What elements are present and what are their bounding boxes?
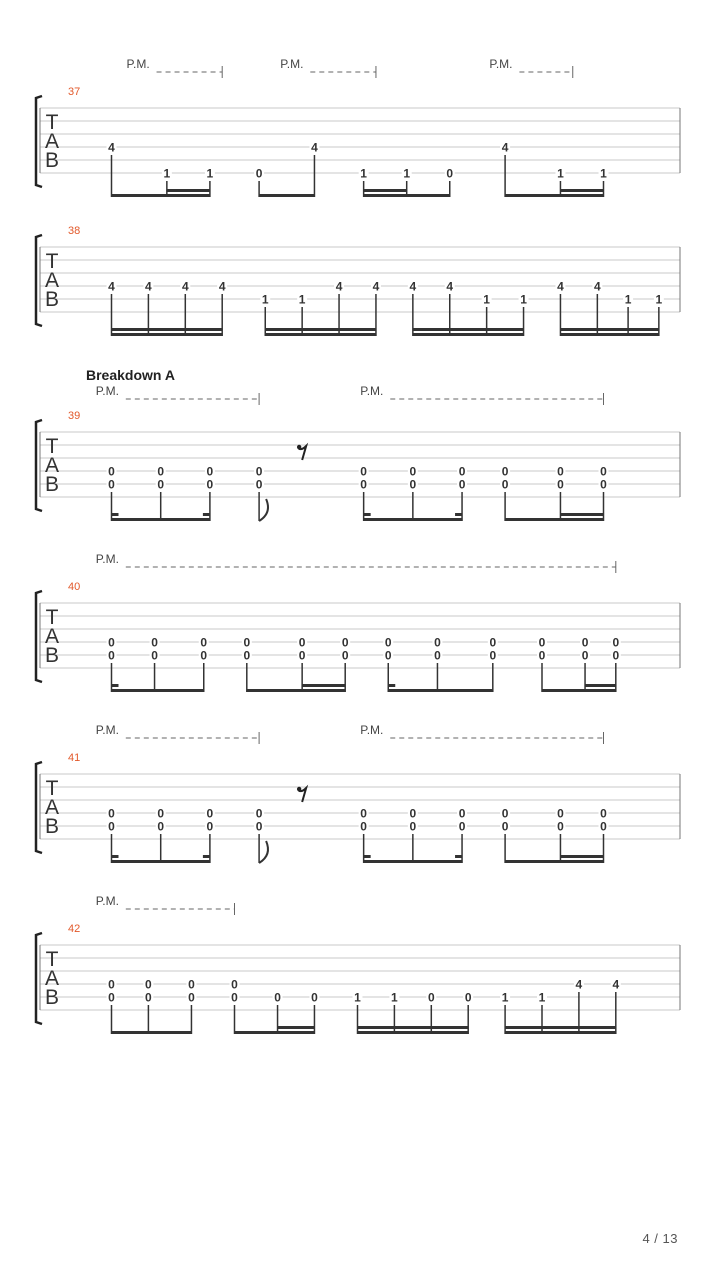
fret-number: 4	[557, 279, 564, 294]
beam	[112, 860, 210, 863]
fret-number: 0	[206, 477, 214, 492]
fret-number: 0	[151, 648, 158, 663]
fret-number: 0	[557, 477, 564, 492]
fret-number: 4	[594, 279, 601, 294]
beam-secondary	[302, 684, 345, 687]
fret-number: 0	[108, 990, 115, 1005]
beam-secondary	[505, 1026, 616, 1029]
fret-number: 0	[612, 648, 620, 663]
fret-number: 0	[206, 806, 214, 821]
beam	[358, 1031, 469, 1034]
beam-secondary	[560, 328, 658, 331]
fret-number: 1	[298, 292, 306, 307]
fret-number: 1	[261, 292, 269, 307]
fret-number: 0	[274, 990, 281, 1005]
fret-number: 0	[311, 990, 318, 1005]
fret-number: 0	[341, 648, 349, 663]
fret-number: 4	[335, 279, 343, 294]
tab-clef-letter: T	[45, 111, 59, 134]
fret-number: 4	[501, 140, 509, 155]
fret-number: 0	[409, 477, 417, 492]
tab-system-42	[36, 894, 680, 1034]
measure-number: 41	[68, 752, 81, 764]
fret-number: 0	[200, 635, 208, 650]
fret-number: 4	[108, 279, 115, 294]
beam	[112, 689, 204, 692]
fret-number: 0	[298, 635, 306, 650]
tab-system-40	[36, 552, 680, 692]
beam	[112, 194, 210, 197]
fret-number: 0	[538, 635, 546, 650]
fret-number: 1	[360, 166, 367, 181]
beam-secondary	[112, 855, 119, 858]
eighth-rest-dot	[297, 445, 301, 449]
beam-secondary	[265, 328, 376, 331]
fret-number: 0	[298, 648, 306, 663]
fret-number: 0	[145, 990, 152, 1005]
beam-secondary	[364, 855, 371, 858]
fret-number: 0	[384, 635, 392, 650]
fret-number: 0	[501, 806, 509, 821]
palm-mute-label: P.M.	[95, 723, 119, 737]
tab-system-41	[36, 723, 680, 863]
palm-mute-label: P.M.	[126, 57, 150, 71]
beam	[247, 689, 345, 692]
tab-clef-letter: B	[44, 644, 60, 667]
tab-clef-letter: T	[45, 948, 59, 971]
measure-number: 37	[68, 86, 81, 98]
fret-number: 1	[391, 990, 398, 1005]
beam	[505, 518, 603, 521]
fret-number: 0	[206, 464, 214, 479]
measure-number: 39	[68, 410, 81, 422]
beam	[388, 689, 493, 692]
fret-number: 0	[501, 477, 509, 492]
fret-number: 0	[409, 819, 417, 834]
beam-secondary	[203, 513, 210, 516]
fret-number: 4	[575, 977, 583, 992]
beam	[505, 194, 603, 197]
fret-number: 1	[624, 292, 632, 307]
beam-secondary	[364, 189, 407, 192]
beam	[364, 518, 462, 521]
beam	[505, 1031, 616, 1034]
beam	[112, 333, 223, 336]
fret-number: 4	[181, 279, 189, 294]
fret-number: 0	[581, 648, 589, 663]
fret-number: 1	[538, 990, 546, 1005]
fret-number: 0	[255, 819, 263, 834]
fret-number: 0	[108, 477, 115, 492]
fret-number: 0	[360, 819, 367, 834]
beam-secondary	[388, 684, 395, 687]
fret-number: 0	[360, 806, 367, 821]
beam-secondary	[112, 328, 223, 331]
fret-number: 0	[108, 464, 115, 479]
fret-number: 0	[255, 166, 263, 181]
tab-clef-letter: T	[45, 250, 59, 273]
palm-mute-label: P.M.	[95, 894, 119, 908]
fret-number: 4	[612, 977, 620, 992]
fret-number: 0	[151, 635, 158, 650]
beam	[364, 194, 450, 197]
beam	[235, 1031, 315, 1034]
fret-number: 0	[145, 977, 152, 992]
palm-mute-label: P.M.	[360, 723, 384, 737]
fret-number: 0	[255, 477, 263, 492]
beam-secondary	[364, 513, 371, 516]
tab-clef-letter: B	[44, 149, 60, 172]
fret-number: 0	[458, 477, 466, 492]
beam	[112, 518, 210, 521]
fret-number: 0	[243, 635, 251, 650]
fret-number: 0	[489, 648, 497, 663]
fret-number: 0	[458, 819, 466, 834]
beam	[112, 1031, 192, 1034]
fret-number: 0	[157, 464, 165, 479]
fret-number: 0	[600, 819, 607, 834]
beam-secondary	[278, 1026, 315, 1029]
note-flag	[259, 841, 268, 863]
fret-number: 1	[206, 166, 214, 181]
measure-number: 42	[68, 923, 81, 935]
fret-number: 0	[434, 635, 441, 650]
tab-clef-letter: A	[44, 269, 60, 292]
fret-number: 0	[108, 648, 115, 663]
beam	[259, 194, 314, 197]
note-flag	[259, 499, 268, 521]
fret-number: 0	[501, 464, 509, 479]
beam-secondary	[560, 855, 603, 858]
fret-number: 4	[409, 279, 417, 294]
palm-mute-label: P.M.	[95, 384, 119, 398]
beam-secondary	[358, 1026, 469, 1029]
fret-number: 0	[600, 806, 607, 821]
palm-mute-label: P.M.	[489, 57, 513, 71]
beam-secondary	[167, 189, 210, 192]
fret-number: 0	[108, 977, 115, 992]
fret-number: 0	[538, 648, 546, 663]
tab-clef-letter: B	[44, 815, 60, 838]
fret-number: 0	[188, 977, 195, 992]
fret-number: 0	[557, 806, 564, 821]
fret-number: 1	[483, 292, 490, 307]
fret-number: 1	[163, 166, 171, 181]
fret-number: 1	[403, 166, 411, 181]
fret-number: 0	[108, 819, 115, 834]
beam	[505, 860, 603, 863]
fret-number: 0	[231, 977, 238, 992]
fret-number: 1	[655, 292, 663, 307]
eighth-rest-dot	[297, 787, 301, 791]
fret-number: 4	[311, 140, 318, 155]
tab-clef-letter: A	[44, 796, 60, 819]
fret-number: 0	[409, 806, 417, 821]
fret-number: 0	[427, 990, 435, 1005]
beam-secondary	[455, 513, 462, 516]
beam	[364, 860, 462, 863]
fret-number: 0	[108, 806, 115, 821]
tab-clef-letter: T	[45, 606, 59, 629]
palm-mute-label: P.M.	[95, 552, 119, 566]
tab-system-38	[36, 225, 680, 336]
fret-number: 0	[409, 464, 417, 479]
fret-number: 0	[458, 806, 466, 821]
fret-number: 0	[360, 464, 367, 479]
tab-clef-letter: A	[44, 454, 60, 477]
fret-number: 1	[354, 990, 361, 1005]
beam-secondary	[560, 189, 603, 192]
tab-clef-letter: A	[44, 967, 60, 990]
fret-number: 0	[206, 819, 214, 834]
fret-number: 0	[108, 635, 115, 650]
tab-clef-letter: B	[44, 986, 60, 1009]
fret-number: 4	[108, 140, 115, 155]
fret-number: 0	[231, 990, 238, 1005]
fret-number: 0	[458, 464, 466, 479]
tab-system-37	[36, 57, 680, 197]
tab-clef-letter: B	[44, 288, 60, 311]
tab-clef-letter: B	[44, 473, 60, 496]
fret-number: 0	[188, 990, 195, 1005]
beam-secondary	[560, 513, 603, 516]
fret-number: 0	[612, 635, 620, 650]
fret-number: 0	[557, 464, 564, 479]
fret-number: 0	[600, 477, 607, 492]
fret-number: 4	[446, 279, 454, 294]
fret-number: 0	[341, 635, 349, 650]
fret-number: 0	[255, 806, 263, 821]
fret-number: 1	[557, 166, 564, 181]
fret-number: 4	[145, 279, 152, 294]
fret-number: 0	[384, 648, 392, 663]
palm-mute-label: P.M.	[280, 57, 304, 71]
palm-mute-label: P.M.	[360, 384, 384, 398]
fret-number: 0	[600, 464, 607, 479]
tab-clef-letter: A	[44, 625, 60, 648]
fret-number: 0	[157, 477, 165, 492]
fret-number: 0	[200, 648, 208, 663]
section-title: Breakdown A	[86, 367, 175, 383]
fret-number: 4	[218, 279, 226, 294]
tab-clef-letter: T	[45, 435, 59, 458]
fret-number: 0	[157, 819, 165, 834]
beam	[413, 333, 524, 336]
tab-clef-letter: T	[45, 777, 59, 800]
tab-system-39	[36, 367, 680, 521]
beam	[265, 333, 376, 336]
fret-number: 0	[255, 464, 263, 479]
tab-clef-letter: A	[44, 130, 60, 153]
measure-number: 40	[68, 581, 81, 593]
fret-number: 0	[464, 990, 472, 1005]
fret-number: 0	[446, 166, 454, 181]
beam-secondary	[112, 513, 119, 516]
beam-secondary	[413, 328, 524, 331]
fret-number: 4	[372, 279, 380, 294]
fret-number: 0	[557, 819, 564, 834]
beam-secondary	[112, 684, 119, 687]
fret-number: 0	[157, 806, 165, 821]
fret-number: 0	[243, 648, 251, 663]
beam-secondary	[455, 855, 462, 858]
fret-number: 0	[360, 477, 367, 492]
beam-secondary	[585, 684, 616, 687]
fret-number: 0	[434, 648, 441, 663]
fret-number: 1	[501, 990, 509, 1005]
beam	[542, 689, 616, 692]
beam	[560, 333, 658, 336]
fret-number: 1	[600, 166, 607, 181]
fret-number: 0	[581, 635, 589, 650]
fret-number: 1	[520, 292, 527, 307]
beam-secondary	[203, 855, 210, 858]
fret-number: 0	[501, 819, 509, 834]
fret-number: 0	[489, 635, 497, 650]
page-number: 4 / 13	[642, 1231, 678, 1246]
measure-number: 38	[68, 225, 81, 237]
